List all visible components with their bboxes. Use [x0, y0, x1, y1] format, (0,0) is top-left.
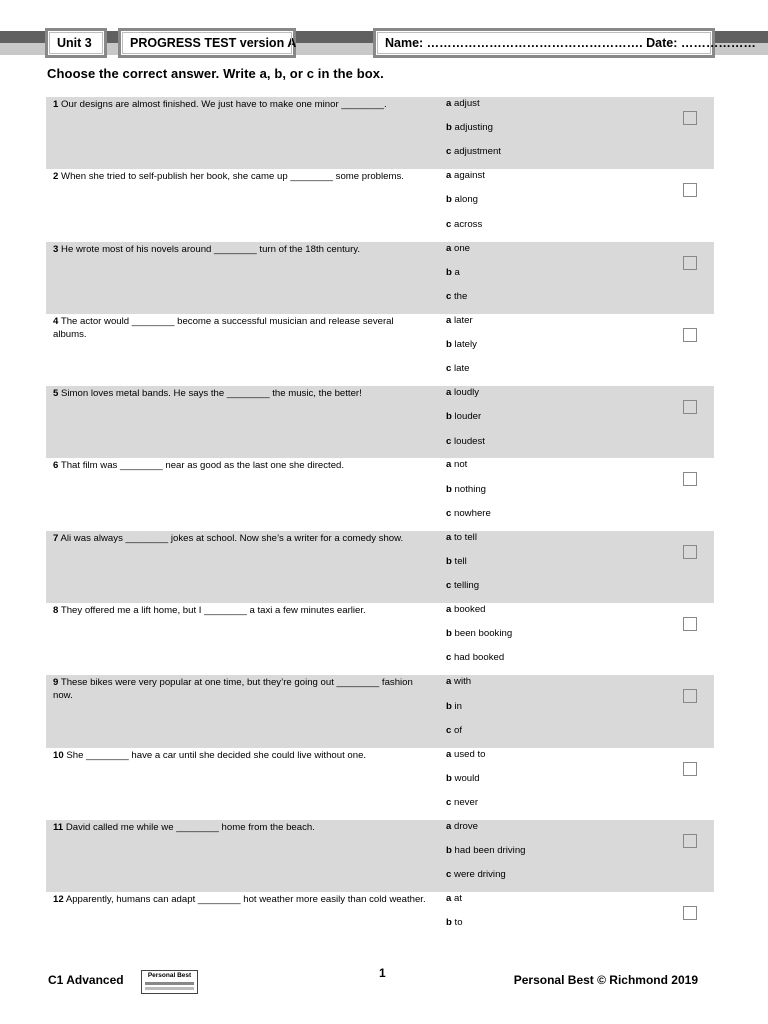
question-text [53, 604, 428, 617]
question-text [53, 749, 428, 762]
question-text [53, 893, 428, 906]
answer-option [446, 531, 479, 555]
answer-option [446, 820, 526, 844]
answer-option [446, 483, 491, 507]
option-text: loudest [454, 435, 485, 447]
answer-options [446, 169, 485, 242]
answer-option [446, 290, 470, 314]
option-text: lately [454, 339, 477, 351]
question-number: 1 [53, 99, 59, 110]
answer-box[interactable] [683, 400, 697, 414]
option-letter: b [446, 483, 452, 495]
question-row [46, 820, 714, 892]
answer-box[interactable] [683, 111, 697, 125]
answer-option [446, 435, 485, 459]
answer-option [446, 193, 485, 217]
question-row [46, 169, 714, 241]
answer-box[interactable] [683, 906, 697, 920]
question-number: 6 [53, 460, 59, 472]
question-body: Ali was always ________ jokes at school. Now she’s a writer for a comedy show. [60, 532, 404, 544]
answer-option [446, 121, 501, 145]
option-letter: b [446, 845, 452, 857]
answer-box[interactable] [683, 472, 697, 486]
answer-box[interactable] [683, 256, 697, 270]
answer-option [446, 675, 471, 699]
option-text: a [454, 266, 460, 278]
instructions: Choose the correct answer. Write a, b, or c in the box. [47, 66, 384, 81]
option-text: across [454, 218, 483, 230]
option-letter: a [446, 748, 452, 760]
question-text [53, 821, 428, 834]
footer-level: C1 Advanced [48, 973, 124, 987]
answer-option [446, 796, 486, 820]
option-text: booked [454, 604, 486, 616]
question-text [53, 170, 428, 183]
option-text: been booking [454, 628, 513, 640]
option-letter: b [446, 555, 452, 567]
question-row [46, 892, 714, 964]
page-number: 1 [379, 966, 386, 980]
option-text: nowhere [454, 507, 491, 519]
answer-option [446, 844, 526, 868]
option-text: late [454, 363, 470, 375]
option-letter: c [446, 869, 452, 881]
option-letter: c [446, 290, 452, 302]
option-letter: c [446, 363, 452, 375]
name-date-text: Name: ……………………………………………. Date: ……………… [385, 36, 756, 50]
option-letter: c [446, 652, 452, 664]
question-number: 8 [53, 605, 59, 617]
option-text: had been driving [454, 845, 526, 857]
question-row [46, 97, 714, 169]
option-letter: b [446, 266, 452, 278]
unit-text: Unit 3 [57, 36, 92, 50]
answer-option [446, 458, 491, 482]
answer-option [446, 555, 479, 579]
option-letter: a [446, 314, 452, 326]
question-number: 7 [53, 532, 59, 544]
answer-option [446, 386, 485, 410]
answer-options [446, 386, 485, 459]
option-text: adjust [454, 98, 480, 109]
question-body: They offered me a lift home, but I ________ a taxi a few minutes earlier. [60, 605, 366, 617]
answer-option [446, 603, 512, 627]
option-letter: c [446, 724, 452, 736]
answer-box[interactable] [683, 834, 697, 848]
answer-options [446, 458, 491, 531]
option-letter: a [446, 98, 452, 109]
answer-option [446, 145, 501, 169]
question-row [46, 386, 714, 458]
question-row [46, 314, 714, 386]
option-text: louder [454, 411, 482, 423]
option-letter: b [446, 339, 452, 351]
unit-label [45, 28, 107, 58]
question-number: 3 [53, 243, 59, 255]
option-letter: b [446, 772, 452, 784]
question-number: 11 [53, 821, 64, 833]
option-letter: b [446, 628, 452, 640]
option-text: with [454, 676, 472, 688]
answer-box[interactable] [683, 689, 697, 703]
answer-option [446, 266, 470, 290]
answer-options [446, 820, 526, 893]
answer-option [446, 868, 526, 892]
answer-options [446, 314, 477, 387]
question-body: When she tried to self-publish her book, she came up ________ some problems. [61, 171, 404, 183]
answer-option [446, 362, 477, 386]
question-row [46, 458, 714, 530]
option-letter: c [446, 580, 452, 592]
option-text: telling [454, 580, 480, 592]
question-row [46, 675, 714, 747]
answer-option [446, 748, 486, 772]
option-letter: a [446, 531, 452, 543]
option-letter: b [446, 700, 452, 712]
name-date-field[interactable] [373, 28, 756, 58]
option-letter: a [446, 893, 452, 905]
option-letter: a [446, 242, 452, 254]
question-number: 4 [53, 315, 59, 327]
option-letter: a [446, 170, 452, 182]
question-text [53, 98, 428, 111]
answer-options [446, 97, 501, 170]
option-text: had booked [454, 652, 505, 664]
answer-options [446, 531, 479, 604]
option-text: the [454, 290, 468, 302]
answer-option [446, 338, 477, 362]
question-number: 2 [53, 171, 59, 183]
question-body: These bikes were very popular at one time, but they’re going out ________ fashion now. [53, 677, 413, 702]
option-letter: b [446, 411, 452, 423]
option-letter: c [446, 435, 452, 447]
answer-box[interactable] [683, 617, 697, 631]
question-number: 9 [53, 677, 59, 689]
answer-option [446, 507, 491, 531]
test-title-text: PROGRESS TEST version A [130, 36, 297, 50]
answer-option [446, 314, 477, 338]
question-list [46, 97, 714, 965]
question-body: Simon loves metal bands. He says the ________ the music, the better! [61, 388, 362, 400]
question-body: He wrote most of his novels around ________ turn of the 18th century. [61, 243, 361, 255]
test-title [118, 28, 296, 58]
question-body: Apparently, humans can adapt ________ hot weather more easily than cold weather. [65, 894, 426, 906]
option-text: used to [454, 748, 486, 760]
option-letter: a [446, 459, 452, 471]
answer-options [446, 242, 470, 315]
option-letter: c [446, 218, 452, 230]
option-letter: a [446, 820, 452, 832]
personal-best-logo [141, 970, 198, 994]
option-letter: b [446, 194, 452, 206]
option-text: drove [454, 820, 479, 832]
question-row [46, 531, 714, 603]
answer-box[interactable] [683, 545, 697, 559]
option-text: loudly [454, 387, 480, 399]
option-text: along [454, 194, 479, 206]
question-body: The actor would ________ become a successful musician and release several albums. [53, 315, 394, 340]
answer-option [446, 410, 485, 434]
answer-options [446, 675, 471, 748]
question-number: 10 [53, 749, 64, 761]
question-body: Our designs are almost finished. We just have to make one minor ________. [61, 99, 387, 110]
option-text: adjustment [454, 146, 501, 158]
answer-option [446, 627, 512, 651]
option-letter: c [446, 797, 452, 809]
option-text: were driving [454, 869, 506, 881]
option-text: adjusting [454, 122, 493, 134]
answer-options [446, 748, 486, 821]
answer-box[interactable] [683, 328, 697, 342]
question-body: She ________ have a car until she decided she could live without one. [66, 749, 367, 761]
question-row [46, 748, 714, 820]
option-text: to [454, 917, 463, 929]
option-text: to tell [454, 531, 477, 543]
option-letter: c [446, 146, 452, 158]
option-text: later [454, 314, 473, 326]
answer-box[interactable] [683, 183, 697, 197]
question-number: 5 [53, 388, 59, 400]
answer-option [446, 724, 471, 748]
answer-option [446, 700, 471, 724]
question-text [53, 532, 428, 545]
option-letter: b [446, 917, 452, 929]
option-text: one [454, 242, 471, 254]
option-letter: b [446, 122, 452, 134]
answer-option [446, 218, 485, 242]
option-text: never [454, 797, 479, 809]
answer-option [446, 97, 501, 121]
question-text [53, 315, 428, 341]
option-text: nothing [454, 483, 487, 495]
option-letter: a [446, 604, 452, 616]
option-letter: c [446, 507, 452, 519]
answer-option [446, 916, 463, 940]
answer-option [446, 242, 470, 266]
option-text: tell [454, 555, 467, 567]
logo-text: Personal Best [147, 972, 192, 979]
answer-option [446, 651, 512, 675]
question-text [53, 459, 428, 472]
answer-option [446, 892, 463, 916]
answer-options [446, 603, 512, 676]
option-text: in [454, 700, 463, 712]
option-text: of [454, 724, 463, 736]
option-text: against [454, 170, 485, 182]
option-letter: a [446, 387, 452, 399]
answer-options [446, 892, 463, 940]
question-text [53, 387, 428, 400]
question-body: David called me while we ________ home from the beach. [65, 821, 315, 833]
answer-option [446, 169, 485, 193]
option-text: would [454, 772, 480, 784]
option-text: at [454, 893, 463, 905]
footer-copyright: Personal Best © Richmond 2019 [513, 973, 698, 987]
question-text [53, 243, 428, 256]
answer-option [446, 579, 479, 603]
question-number: 12 [53, 894, 64, 906]
option-letter: a [446, 676, 452, 688]
option-text: not [454, 459, 468, 471]
answer-option [446, 772, 486, 796]
question-row [46, 603, 714, 675]
answer-box[interactable] [683, 762, 697, 776]
question-text [53, 676, 428, 702]
question-body: That film was ________ near as good as the last one she directed. [60, 460, 345, 472]
question-row [46, 242, 714, 314]
